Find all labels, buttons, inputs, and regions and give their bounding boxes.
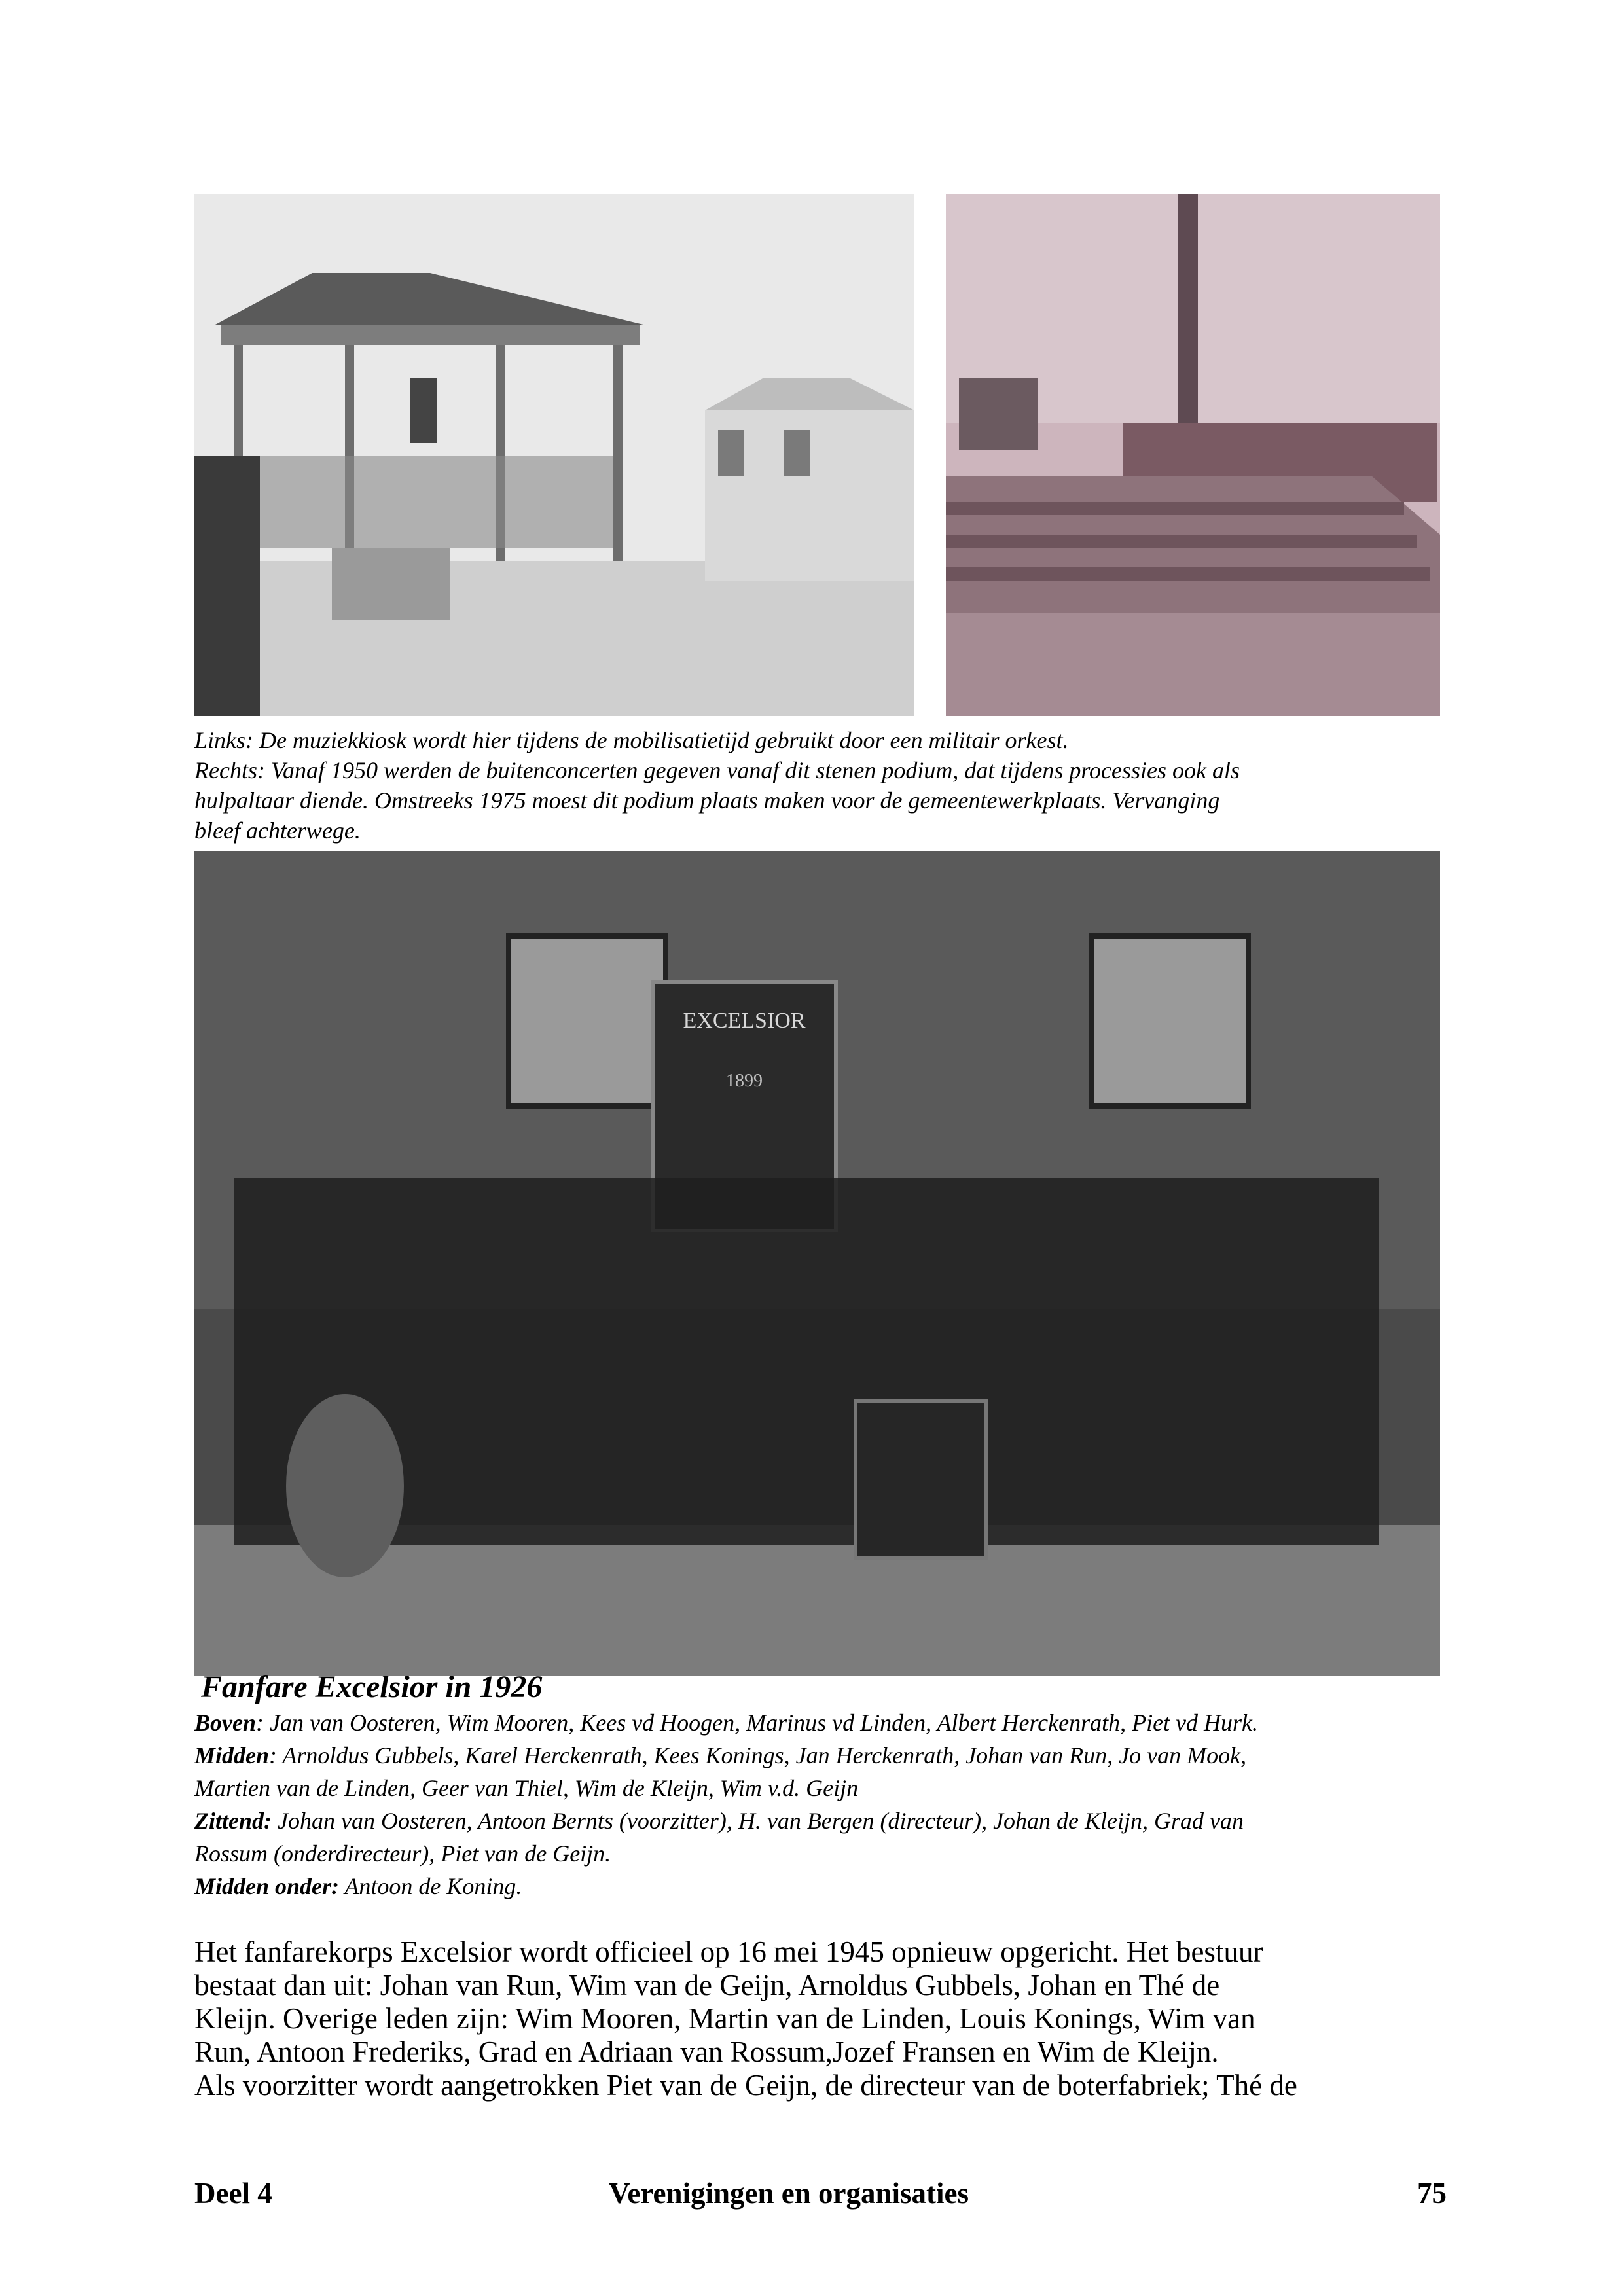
- body-line-1: Het fanfarekorps Excelsior wordt officieel op 16 mei 1945 opnieuw opgericht. Het bestuur: [194, 1935, 1263, 1968]
- boven-text: : Jan van Oosteren, Wim Mooren, Kees vd Hoogen, Marinus vd Linden, Albert Herckenrath, Piet vd Hurk.: [256, 1710, 1259, 1736]
- page-number: 75: [1417, 2177, 1447, 2210]
- midden-text-2: Martien van de Linden, Geer van Thiel, Wim de Kleijn, Wim v.d. Geijn: [194, 1775, 859, 1801]
- midden-text-1: : Arnoldus Gubbels, Karel Herckenrath, Kees Konings, Jan Herckenrath, Johan van Run, Jo van Mook,: [269, 1742, 1247, 1768]
- midden-label: Midden: [194, 1742, 270, 1768]
- zittend-label: Zittend:: [194, 1808, 272, 1834]
- body-line-2: bestaat dan uit: Johan van Run, Wim van de Geijn, Arnoldus Gubbels, Johan en Thé de: [194, 1969, 1220, 2001]
- onder-label: Midden onder:: [194, 1873, 340, 1899]
- caption-line-4: bleef achterwege.: [194, 817, 361, 844]
- page-footer: [194, 2176, 1447, 2215]
- footer-chapter: Verenigingen en organisaties: [609, 2177, 969, 2210]
- onder-text: Antoon de Koning.: [339, 1873, 522, 1899]
- zittend-text-2: Rossum (onderdirecteur), Piet van de Geijn.: [194, 1840, 611, 1867]
- body-line-5: Als voorzitter wordt aangetrokken Piet van de Geijn, de directeur van de boterfabriek; Thé de: [194, 2069, 1297, 2102]
- zittend-text-1: Johan van Oosteren, Antoon Bernts (voorzitter), H. van Bergen (directeur), Johan de Kleijn, Grad van: [271, 1808, 1244, 1834]
- banner-text: EXCELSIOR: [683, 1009, 806, 1033]
- photo-caption: [194, 725, 1451, 846]
- caption-line-3: hulpaltaar diende. Omstreeks 1975 moest dit podium plaats maken voor de gemeentewerkplaats. Vervanging: [194, 787, 1220, 814]
- fanfare-group-photo: [194, 851, 1440, 1676]
- banner-year: 1899: [726, 1071, 763, 1091]
- caption-line-2: Rechts: Vanaf 1950 werden de buitenconcerten gegeven vanaf dit stenen podium, dat tijdens processies ook als: [194, 757, 1240, 783]
- muziekkiosk-photo: [194, 194, 914, 716]
- footer-section: Deel 4: [194, 2177, 272, 2210]
- caption-line-1: Links: De muziekkiosk wordt hier tijdens de mobilisatietijd gebruikt door een militair orkest.: [194, 727, 1069, 753]
- member-credits: [194, 1706, 1438, 1903]
- group-title: Fanfare Excelsior in 1926: [201, 1670, 543, 1704]
- boven-label: Boven: [194, 1710, 256, 1736]
- body-paragraph: [194, 1935, 1438, 2102]
- body-line-3: Kleijn. Overige leden zijn: Wim Mooren, Martin van de Linden, Louis Konings, Wim van: [194, 2002, 1255, 2035]
- body-line-4: Run, Antoon Frederiks, Grad en Adriaan van Rossum,Jozef Fransen en Wim de Kleijn.: [194, 2036, 1219, 2068]
- stenen-podium-photo: [946, 194, 1440, 716]
